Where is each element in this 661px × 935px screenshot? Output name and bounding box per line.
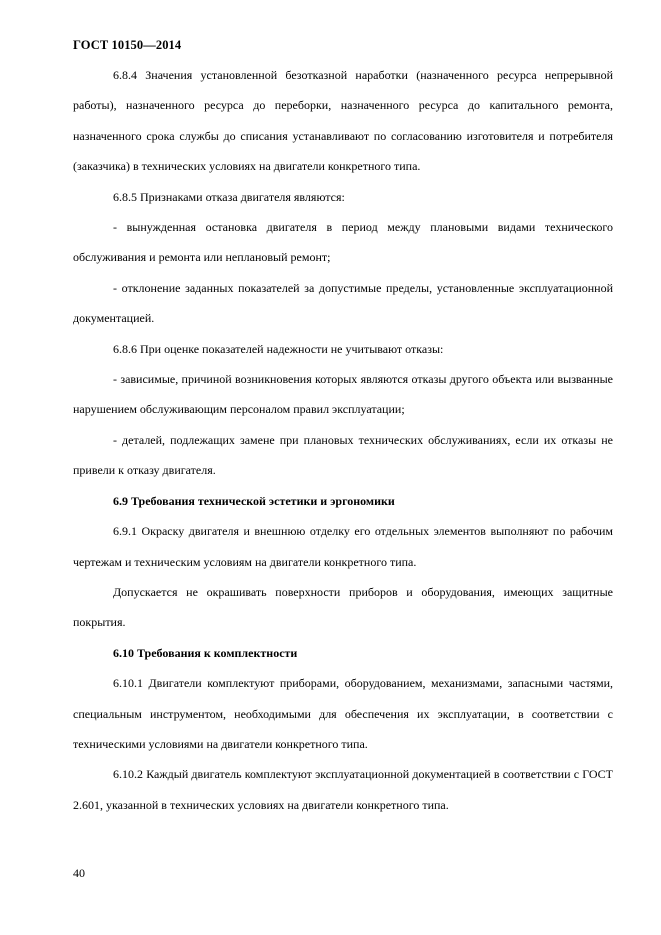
paragraph-6-9-1-note: Допускается не окрашивать поверхности приборов и оборудования, имеющих защитные покрытия.: [73, 584, 613, 630]
section-heading-6-9: 6.9 Требования технической эстетики и эргономики: [113, 493, 395, 508]
list-item-replaceable-parts: - деталей, подлежащих замене при плановых технических обслуживаниях, если их отказы не привели к отказу двигателя.: [73, 432, 613, 478]
document-header: ГОСТ 10150—2014: [73, 38, 182, 52]
list-item-dependent-failures: - зависимые, причиной возникновения которых являются отказы другого объекта или вызванные нарушением обслуживающим персоналом правил эксплуатации;: [73, 372, 613, 417]
paragraph-6-10-1: 6.10.1 Двигатели комплектуют приборами, оборудованием, механизмами, запасными частями, специальным инструментом, необходимыми для обеспечения их эксплуатации, в соответствии с техническими условиями на двигатели конкретного типа.: [73, 676, 613, 751]
section-heading-6-10: 6.10 Требования к комплектности: [113, 645, 298, 660]
paragraph-6-10-2: 6.10.2 Каждый двигатель комплектуют эксплуатационной документацией в соответствии с ГОСТ 2.601, указанной в технических условиях на двигатели конкретного типа.: [73, 767, 613, 812]
paragraph-6-9-1: 6.9.1 Окраску двигателя и внешнюю отделку его отдельных элементов выполняют по рабочим чертежам и техническим условиям на двигатели конкретного типа.: [73, 524, 613, 569]
page-number: 40: [73, 866, 85, 880]
list-item-failure-stop: - вынужденная остановка двигателя в период между плановыми видами технического обслуживания и ремонта или неплановый ремонт;: [73, 220, 613, 265]
page-body: [73, 60, 613, 820]
paragraph-6-8-4: 6.8.4 Значения установленной безотказной наработки (назначенного ресурса непрерывной работы), назначенного ресурса до переборки, назначенного ресурса до капитального ремонта, назначенного срока службы до списания устанавливают по согласованию изготовителя и потребителя (заказчика) в технических условиях на двигатели конкретного типа.: [73, 68, 613, 174]
paragraph-6-8-6: 6.8.6 При оценке показателей надежности не учитывают отказы:: [113, 341, 444, 356]
paragraph-6-8-5: 6.8.5 Признаками отказа двигателя являются:: [113, 189, 345, 204]
list-item-failure-deviation: - отклонение заданных показателей за допустимые пределы, установленные эксплуатационной документацией.: [73, 280, 613, 326]
